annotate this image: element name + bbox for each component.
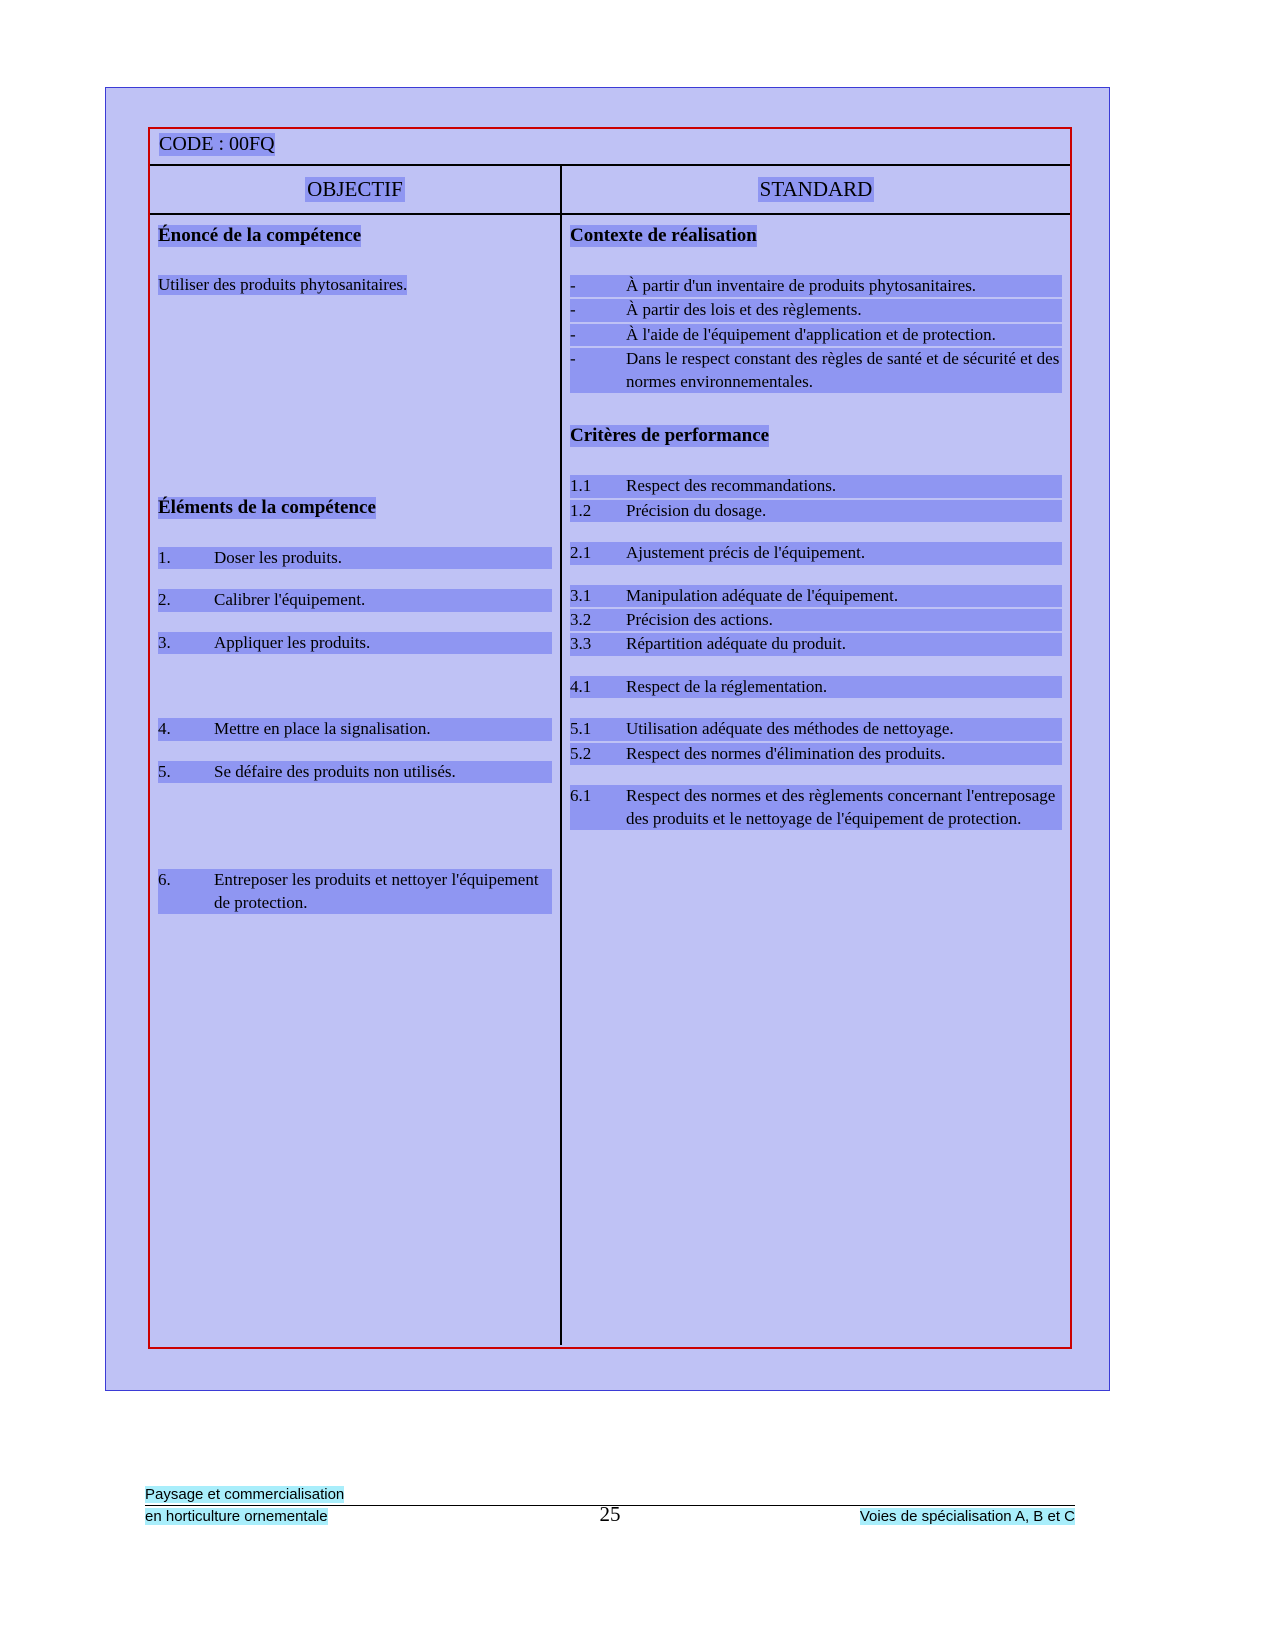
- criterion-number: 3.1: [570, 585, 626, 607]
- criterion-number: 6.1: [570, 785, 626, 830]
- header-objectif-label: OBJECTIF: [307, 177, 403, 201]
- list-item: [158, 632, 552, 654]
- list-item: [570, 676, 1062, 698]
- page-number: 25: [599, 1502, 621, 1526]
- criterion-text: Répartition adéquate du produit.: [626, 633, 1062, 655]
- right-spacer: [570, 395, 1062, 425]
- context-title-wrap: [570, 225, 1062, 275]
- list-item: [570, 324, 1062, 346]
- objectif-column: [150, 215, 562, 1345]
- competence-statement: Utiliser des produits phytosanitaires.: [158, 275, 408, 294]
- criterion-text: Précision des actions.: [626, 609, 1062, 631]
- context-bullet: -: [570, 324, 626, 346]
- criterion-text: Respect des normes et des règlements concernant l'entreposage des produits et le nettoyage de l'équipement de protection.: [626, 785, 1062, 830]
- standard-column: [562, 215, 1070, 1345]
- elements-title-wrap: [158, 497, 552, 547]
- competency-table: [148, 127, 1072, 1349]
- criterion-text: Manipulation adéquate de l'équipement.: [626, 585, 1062, 607]
- criteria-list: [570, 475, 1062, 830]
- criteria-title-wrap: [570, 425, 1062, 475]
- table-header-row: [150, 166, 1070, 215]
- element-text: Calibrer l'équipement.: [214, 589, 552, 611]
- list-item: [570, 299, 1062, 321]
- list-item: [570, 275, 1062, 297]
- criterion-number: 2.1: [570, 542, 626, 564]
- competence-statement-wrap: [158, 275, 552, 301]
- competence-title: Énoncé de la compétence: [158, 225, 362, 246]
- context-bullet: -: [570, 275, 626, 297]
- criteria-title: Critères de performance: [570, 425, 770, 447]
- list-item: [570, 718, 1062, 740]
- elements-list: [158, 547, 552, 914]
- element-number: 3.: [158, 632, 214, 654]
- competence-title-wrap: [158, 225, 552, 275]
- list-item: [158, 718, 552, 740]
- element-text: Se défaire des produits non utilisés.: [214, 761, 552, 783]
- criterion-number: 1.1: [570, 475, 626, 497]
- list-item: [570, 633, 1062, 655]
- criterion-number: 3.2: [570, 609, 626, 631]
- list-item: [570, 585, 1062, 607]
- footer-right-text: Voies de spécialisation A, B et C: [859, 1508, 1075, 1525]
- page-footer: [145, 1486, 1075, 1528]
- criterion-text: Précision du dosage.: [626, 500, 1062, 522]
- list-item: [570, 500, 1062, 522]
- criterion-number: 4.1: [570, 676, 626, 698]
- header-standard-label: STANDARD: [759, 177, 873, 201]
- list-item: [570, 743, 1062, 765]
- element-number: 5.: [158, 761, 214, 783]
- footer-title-line2: en horticulture ornementale: [145, 1508, 328, 1525]
- criterion-text: Ajustement précis de l'équipement.: [626, 542, 1062, 564]
- element-number: 1.: [158, 547, 214, 569]
- element-number: 6.: [158, 869, 214, 914]
- list-item: [570, 542, 1062, 564]
- element-number: 4.: [158, 718, 214, 740]
- context-list: [570, 275, 1062, 393]
- criterion-text: Respect des normes d'élimination des produits.: [626, 743, 1062, 765]
- footer-title-line1: Paysage et commercialisation: [145, 1486, 345, 1503]
- criterion-number: 5.1: [570, 718, 626, 740]
- context-text: À partir des lois et des règlements.: [626, 299, 1062, 321]
- context-text: Dans le respect constant des règles de santé et de sécurité et des normes environnementales.: [626, 348, 1062, 393]
- element-text: Appliquer les produits.: [214, 632, 552, 654]
- document-page: [105, 87, 1110, 1391]
- criterion-number: 3.3: [570, 633, 626, 655]
- element-text: Entreposer les produits et nettoyer l'équipement de protection.: [214, 869, 552, 914]
- criterion-number: 1.2: [570, 500, 626, 522]
- criterion-text: Utilisation adéquate des méthodes de nettoyage.: [626, 718, 1062, 740]
- elements-title: Éléments de la compétence: [158, 497, 376, 518]
- left-spacer: [158, 301, 552, 497]
- list-item: [158, 589, 552, 611]
- header-cell-objectif: [150, 166, 562, 213]
- context-text: À l'aide de l'équipement d'application et de protection.: [626, 324, 1062, 346]
- element-number: 2.: [158, 589, 214, 611]
- table-body-row: [150, 215, 1070, 1345]
- list-item: [158, 547, 552, 569]
- context-text: À partir d'un inventaire de produits phytosanitaires.: [626, 275, 1062, 297]
- criterion-text: Respect de la réglementation.: [626, 676, 1062, 698]
- context-bullet: -: [570, 348, 626, 393]
- list-item: [158, 761, 552, 783]
- list-item: [158, 869, 552, 914]
- code-row: [150, 129, 1070, 166]
- context-title: Contexte de réalisation: [570, 225, 757, 246]
- list-item: [570, 609, 1062, 631]
- list-item: [570, 475, 1062, 497]
- element-text: Doser les produits.: [214, 547, 552, 569]
- code-label: CODE : 00FQ: [159, 133, 275, 155]
- context-bullet: -: [570, 299, 626, 321]
- footer-bottom-line: [145, 1502, 1075, 1528]
- list-item: [570, 785, 1062, 830]
- criterion-number: 5.2: [570, 743, 626, 765]
- list-item: [570, 348, 1062, 393]
- header-cell-standard: [562, 166, 1070, 213]
- element-text: Mettre en place la signalisation.: [214, 718, 552, 740]
- criterion-text: Respect des recommandations.: [626, 475, 1062, 497]
